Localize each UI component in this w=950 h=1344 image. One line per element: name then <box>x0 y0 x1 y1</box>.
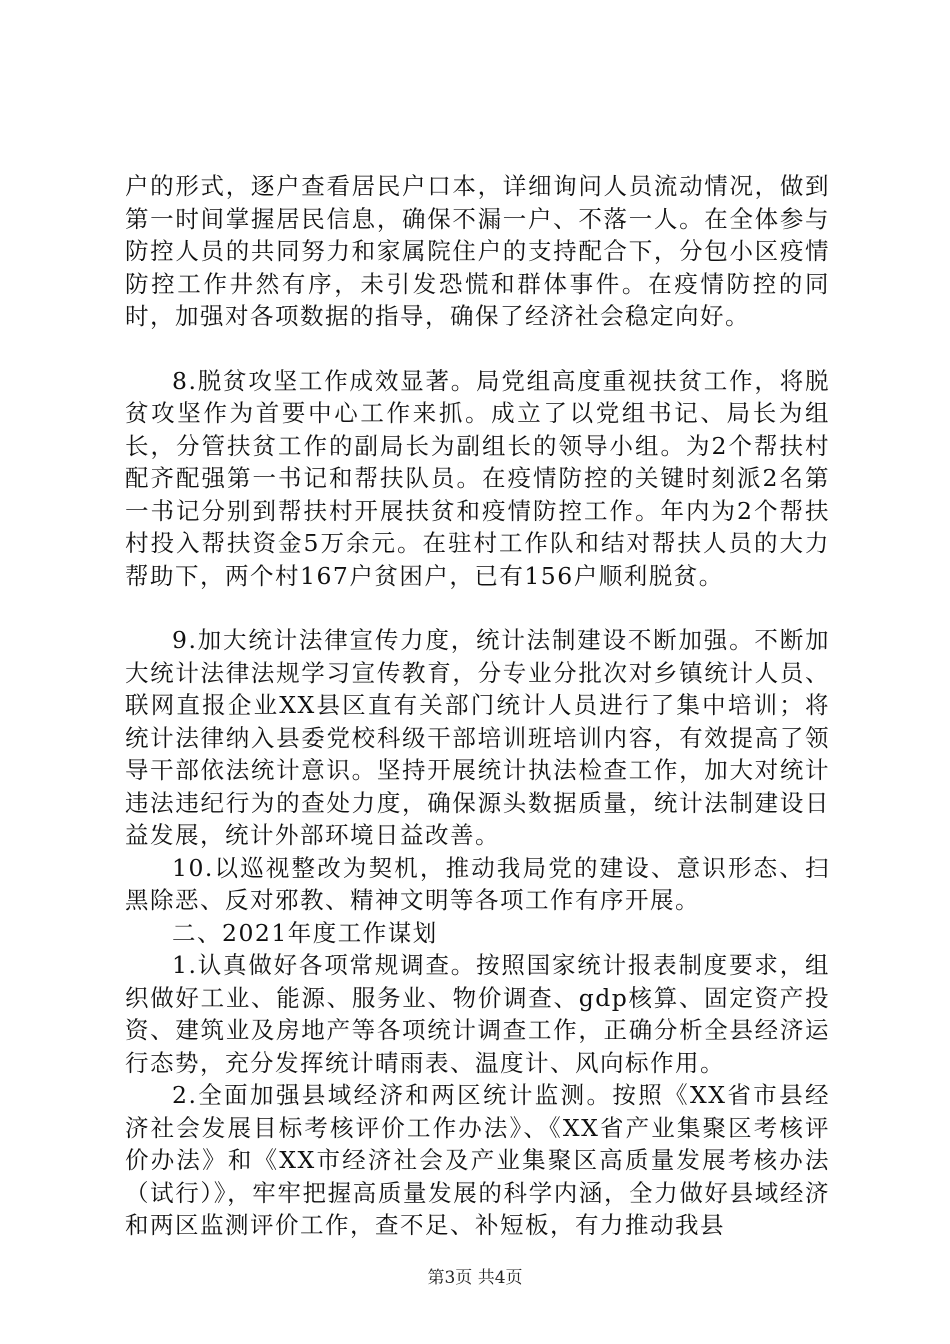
section-heading-2021-plan: 二、2021年度工作谋划 <box>172 918 438 947</box>
paragraph-inspection-rectification: 10.以巡视整改为契机，推动我局党的建设、意识形态、扫黑除恶、反对邪教、精神文明等各项工作有序开展。 <box>125 853 830 914</box>
paragraph-routine-surveys: 1.认真做好各项常规调查。按照国家统计报表制度要求，组织做好工业、能源、服务业、物价调查、gdp核算、固定资产投资、建筑业及房地产等各项统计调查工作，正确分析全县经济运行态势，充分发挥统计晴雨表、温度计、风向标作用。 <box>125 951 830 1077</box>
paragraph-statistics-law: 9.加大统计法律宣传力度，统计法制建设不断加强。不断加大统计法律法规学习宣传教育，分专业分批次对乡镇统计人员、联网直报企业XX县区直有关部门统计人员进行了集中培训；将统计法律纳入县委党校科级干部培训班培训内容，有效提高了领导干部依法统计意识。坚持开展统计执法检查工作，加大对统计违法违纪行为的查处力度，确保源头数据质量，统计法制建设日益发展，统计外部环境日益改善。 <box>125 626 830 849</box>
page-number-footer: 第3页 共4页 <box>427 1268 523 1288</box>
paragraph-county-economy-monitoring: 2.全面加强县域经济和两区统计监测。按照《XX省市县经济社会发展目标考核评价工作办法》、《XX省产业集聚区考核评价办法》和《XX市经济社会及产业集聚区高质量发展考核办法（试行）》，牢牢把握高质量发展的科学内涵，全力做好县域经济和两区监测评价工作，查不足、补短板，有力推动我县 <box>125 1081 830 1239</box>
paragraph-poverty-alleviation: 8.脱贫攻坚工作成效显著。局党组高度重视扶贫工作，将脱贫攻坚作为首要中心工作来抓。成立了以党组书记、局长为组长，分管扶贫工作的副局长为副组长的领导小组。为2个帮扶村配齐配强第一书记和帮扶队员。在疫情防控的关键时刻派2名第一书记分别到帮扶村开展扶贫和疫情防控工作。年内为2个帮扶村投入帮扶资金5万余元。在驻村工作队和结对帮扶人员的大力帮助下，两个村167户贫困户，已有156户顺利脱贫。 <box>125 366 830 590</box>
paragraph-epidemic-control: 户的形式，逐户查看居民户口本，详细询问人员流动情况，做到第一时间掌握居民信息，确保不漏一户、不落一人。在全体参与防控人员的共同努力和家属院住户的支持配合下，分包小区疫情防控工作井然有序，未引发恐慌和群体事件。在疫情防控的同时，加强对各项数据的指导，确保了经济社会稳定向好。 <box>125 172 830 330</box>
document-body <box>125 170 830 1242</box>
